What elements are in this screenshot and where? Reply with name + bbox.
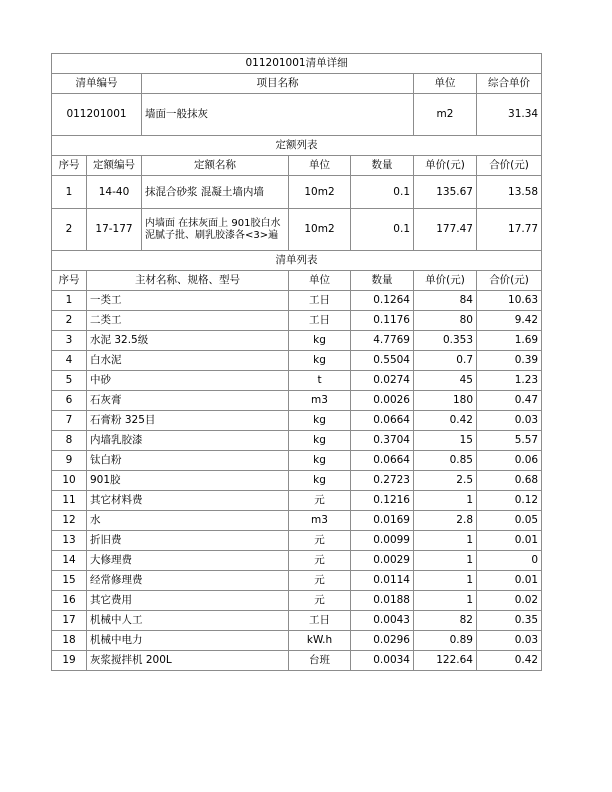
material-name: 机械中人工 — [87, 611, 289, 631]
material-row — [52, 351, 542, 371]
material-qty: 0.1264 — [351, 291, 414, 311]
quota-header-total: 合价(元) — [477, 156, 542, 176]
material-price: 2.5 — [414, 471, 477, 491]
material-row — [52, 651, 542, 671]
material-unit: 台班 — [289, 651, 351, 671]
material-seq: 1 — [52, 291, 87, 311]
material-name: 钛白粉 — [87, 451, 289, 471]
quota-row — [52, 209, 542, 251]
material-row — [52, 331, 542, 351]
quota-name: 抹混合砂浆 混凝土墙内墙 — [142, 176, 289, 209]
material-unit: kg — [289, 351, 351, 371]
material-header-name: 主材名称、规格、型号 — [87, 271, 289, 291]
material-qty: 0.0034 — [351, 651, 414, 671]
material-qty: 0.1176 — [351, 311, 414, 331]
material-seq: 2 — [52, 311, 87, 331]
material-price: 1 — [414, 571, 477, 591]
material-total: 1.69 — [477, 331, 542, 351]
material-header-qty: 数量 — [351, 271, 414, 291]
material-name: 灰浆搅拌机 200L — [87, 651, 289, 671]
material-price: 1 — [414, 551, 477, 571]
material-row — [52, 591, 542, 611]
material-section-title: 清单列表 — [52, 251, 542, 271]
material-name: 901胶 — [87, 471, 289, 491]
material-unit: 工日 — [289, 291, 351, 311]
material-price: 82 — [414, 611, 477, 631]
material-total: 0.01 — [477, 571, 542, 591]
material-total: 0.42 — [477, 651, 542, 671]
quota-unit: 10m2 — [289, 209, 351, 251]
quota-qty: 0.1 — [351, 176, 414, 209]
material-name: 机械中电力 — [87, 631, 289, 651]
material-name: 二类工 — [87, 311, 289, 331]
material-name: 水 — [87, 511, 289, 531]
material-unit: t — [289, 371, 351, 391]
material-total: 10.63 — [477, 291, 542, 311]
material-name: 经常修理费 — [87, 571, 289, 591]
material-price: 80 — [414, 311, 477, 331]
item-unit: m2 — [414, 94, 477, 136]
material-qty: 0.0099 — [351, 531, 414, 551]
material-row — [52, 411, 542, 431]
material-qty: 0.0664 — [351, 411, 414, 431]
material-price: 15 — [414, 431, 477, 451]
material-name: 内墙乳胶漆 — [87, 431, 289, 451]
quota-total: 13.58 — [477, 176, 542, 209]
material-total: 1.23 — [477, 371, 542, 391]
material-row — [52, 471, 542, 491]
quota-price: 135.67 — [414, 176, 477, 209]
material-price: 180 — [414, 391, 477, 411]
quota-code: 14-40 — [87, 176, 142, 209]
material-name: 石膏粉 325目 — [87, 411, 289, 431]
material-unit: kg — [289, 431, 351, 451]
quota-seq: 2 — [52, 209, 87, 251]
item-name: 墙面一般抹灰 — [142, 94, 414, 136]
material-price: 2.8 — [414, 511, 477, 531]
material-name: 一类工 — [87, 291, 289, 311]
material-unit: kg — [289, 331, 351, 351]
material-row — [52, 291, 542, 311]
material-price: 0.42 — [414, 411, 477, 431]
material-qty: 0.1216 — [351, 491, 414, 511]
material-name: 白水泥 — [87, 351, 289, 371]
material-unit: 元 — [289, 571, 351, 591]
quota-header-price: 单价(元) — [414, 156, 477, 176]
material-unit: kW.h — [289, 631, 351, 651]
material-qty: 4.7769 — [351, 331, 414, 351]
material-total: 0.03 — [477, 411, 542, 431]
item-price: 31.34 — [477, 94, 542, 136]
material-row — [52, 451, 542, 471]
bill-detail-table — [51, 53, 542, 671]
quota-header-name: 定额名称 — [142, 156, 289, 176]
material-unit: 元 — [289, 531, 351, 551]
material-total: 5.57 — [477, 431, 542, 451]
material-seq: 16 — [52, 591, 87, 611]
material-seq: 12 — [52, 511, 87, 531]
material-row — [52, 611, 542, 631]
material-seq: 7 — [52, 411, 87, 431]
material-total: 0 — [477, 551, 542, 571]
material-name: 水泥 32.5级 — [87, 331, 289, 351]
material-name: 折旧费 — [87, 531, 289, 551]
material-seq: 15 — [52, 571, 87, 591]
quota-header-qty: 数量 — [351, 156, 414, 176]
material-header-total: 合价(元) — [477, 271, 542, 291]
quota-header-unit: 单位 — [289, 156, 351, 176]
material-qty: 0.0026 — [351, 391, 414, 411]
material-row — [52, 491, 542, 511]
material-price: 122.64 — [414, 651, 477, 671]
material-rows — [52, 291, 542, 671]
material-qty: 0.0043 — [351, 611, 414, 631]
material-total: 0.68 — [477, 471, 542, 491]
material-qty: 0.0664 — [351, 451, 414, 471]
material-header-unit: 单位 — [289, 271, 351, 291]
material-row — [52, 431, 542, 451]
material-name: 其它费用 — [87, 591, 289, 611]
material-seq: 4 — [52, 351, 87, 371]
material-row — [52, 551, 542, 571]
material-qty: 0.0274 — [351, 371, 414, 391]
material-qty: 0.0029 — [351, 551, 414, 571]
material-total: 0.47 — [477, 391, 542, 411]
quota-header-code: 定额编号 — [87, 156, 142, 176]
quota-price: 177.47 — [414, 209, 477, 251]
material-seq: 19 — [52, 651, 87, 671]
material-unit: m3 — [289, 511, 351, 531]
header-unit: 单位 — [414, 74, 477, 94]
material-row — [52, 571, 542, 591]
material-row — [52, 631, 542, 651]
material-seq: 10 — [52, 471, 87, 491]
quota-seq: 1 — [52, 176, 87, 209]
material-header-price: 单价(元) — [414, 271, 477, 291]
material-unit: 元 — [289, 551, 351, 571]
material-total: 0.02 — [477, 591, 542, 611]
material-qty: 0.0114 — [351, 571, 414, 591]
quota-unit: 10m2 — [289, 176, 351, 209]
material-seq: 13 — [52, 531, 87, 551]
material-name: 中砂 — [87, 371, 289, 391]
material-unit: m3 — [289, 391, 351, 411]
table-title: 011201001清单详细 — [52, 54, 542, 74]
material-unit: kg — [289, 471, 351, 491]
material-unit: 元 — [289, 591, 351, 611]
quota-section-title: 定额列表 — [52, 136, 542, 156]
material-qty: 0.0169 — [351, 511, 414, 531]
material-qty: 0.0188 — [351, 591, 414, 611]
quota-code: 17-177 — [87, 209, 142, 251]
material-unit: kg — [289, 411, 351, 431]
material-unit: 工日 — [289, 611, 351, 631]
material-row — [52, 531, 542, 551]
material-total: 0.05 — [477, 511, 542, 531]
material-price: 1 — [414, 491, 477, 511]
material-seq: 3 — [52, 331, 87, 351]
quota-qty: 0.1 — [351, 209, 414, 251]
material-price: 45 — [414, 371, 477, 391]
header-item-name: 项目名称 — [142, 74, 414, 94]
material-unit: 元 — [289, 491, 351, 511]
material-price: 0.7 — [414, 351, 477, 371]
material-seq: 9 — [52, 451, 87, 471]
material-name: 其它材料费 — [87, 491, 289, 511]
material-price: 0.85 — [414, 451, 477, 471]
material-seq: 14 — [52, 551, 87, 571]
material-price: 1 — [414, 591, 477, 611]
quota-total: 17.77 — [477, 209, 542, 251]
quota-row — [52, 176, 542, 209]
material-total: 0.03 — [477, 631, 542, 651]
material-qty: 0.0296 — [351, 631, 414, 651]
material-seq: 11 — [52, 491, 87, 511]
material-name: 大修理费 — [87, 551, 289, 571]
quota-header-seq: 序号 — [52, 156, 87, 176]
material-row — [52, 371, 542, 391]
header-bill-code: 清单编号 — [52, 74, 142, 94]
material-price: 0.89 — [414, 631, 477, 651]
material-total: 0.35 — [477, 611, 542, 631]
material-qty: 0.2723 — [351, 471, 414, 491]
material-row — [52, 511, 542, 531]
material-total: 9.42 — [477, 311, 542, 331]
material-total: 0.01 — [477, 531, 542, 551]
material-seq: 6 — [52, 391, 87, 411]
material-price: 0.353 — [414, 331, 477, 351]
material-total: 0.12 — [477, 491, 542, 511]
material-price: 84 — [414, 291, 477, 311]
material-name: 石灰膏 — [87, 391, 289, 411]
material-seq: 17 — [52, 611, 87, 631]
material-unit: kg — [289, 451, 351, 471]
material-seq: 8 — [52, 431, 87, 451]
header-unit-price: 综合单价 — [477, 74, 542, 94]
material-qty: 0.5504 — [351, 351, 414, 371]
material-row — [52, 391, 542, 411]
material-seq: 18 — [52, 631, 87, 651]
material-seq: 5 — [52, 371, 87, 391]
quota-name: 内墙面 在抹灰面上 901胶白水泥腻子批、刷乳胶漆各<3>遍 — [142, 209, 289, 251]
material-qty: 0.3704 — [351, 431, 414, 451]
material-total: 0.39 — [477, 351, 542, 371]
material-unit: 工日 — [289, 311, 351, 331]
material-total: 0.06 — [477, 451, 542, 471]
item-code: 011201001 — [52, 94, 142, 136]
material-price: 1 — [414, 531, 477, 551]
material-row — [52, 311, 542, 331]
material-header-seq: 序号 — [52, 271, 87, 291]
